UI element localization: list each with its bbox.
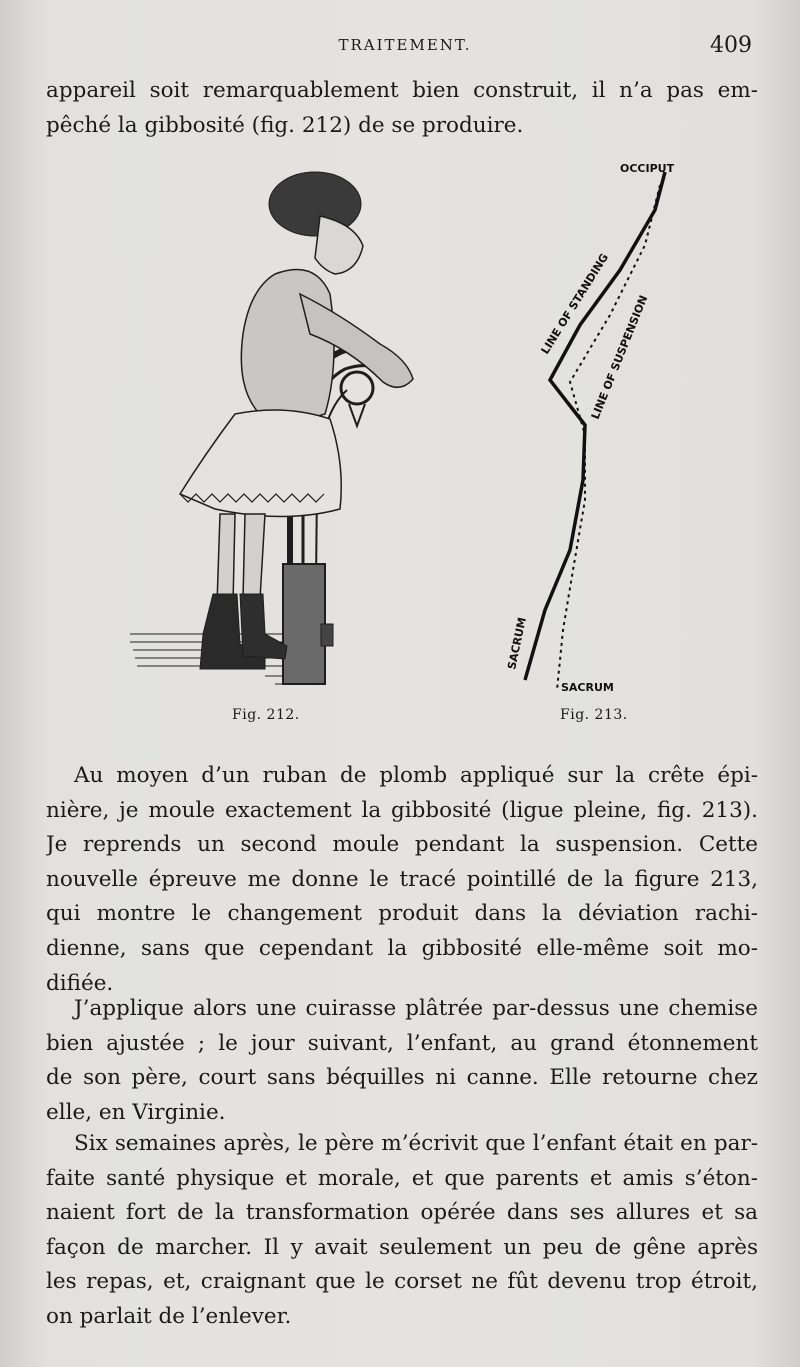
text-line: qui montre le changement produit dans la déviation rachi-	[46, 901, 758, 927]
figure-213-diagram	[495, 150, 695, 700]
figure-212-caption: Fig. 212.	[232, 707, 300, 723]
text-line: difiée.	[46, 970, 114, 996]
text-line: Six semaines après, le père m’écrivit que l’enfant était en par-	[74, 1131, 758, 1156]
text-line: pêché la gibbosité (fig. 212) de se produire.	[46, 112, 524, 138]
text-line: faite santé physique et morale, et que parents et amis s’éton-	[46, 1165, 758, 1191]
sacrum-bottom-label: SACRUM	[561, 681, 614, 694]
text-line: J’applique alors une cuirasse plâtrée par-dessus une chemise	[74, 996, 758, 1021]
text-line: naient fort de la transformation opérée dans ses allures et sa	[46, 1200, 758, 1226]
page-number: 409	[710, 33, 752, 58]
text-line: Je reprends un second moule pendant la suspension. Cette	[46, 832, 758, 858]
sacrum-side-label: SACRUM	[505, 616, 529, 671]
body-paragraph	[46, 1127, 758, 1335]
text-line: Au moyen d’un ruban de plomb appliqué sur la crête épi-	[74, 763, 758, 788]
text-line: les repas, et, craignant que le corset ne fût devenu trop étroit,	[46, 1269, 758, 1295]
text-line: bien ajustée ; le jour suivant, l’enfant, au grand étonnement	[46, 1030, 758, 1056]
figure-212-illustration	[125, 164, 425, 694]
occiput-label: OCCIPUT	[620, 162, 675, 175]
text-line: on parlait de l’enlever.	[46, 1303, 292, 1329]
body-paragraph	[46, 759, 758, 1001]
text-line: elle, en Virginie.	[46, 1099, 226, 1125]
running-header: TRAITEMENT.	[338, 36, 472, 54]
text-line: nouvelle épreuve me donne le tracé pointillé de la figure 213,	[46, 866, 758, 892]
text-line: dienne, sans que cependant la gibbosité elle-même soit mo-	[46, 935, 758, 961]
text-line: façon de marcher. Il y avait seulement un peu de gêne après	[46, 1234, 758, 1260]
text-line: nière, je moule exactement la gibbosité (ligue pleine, fig. 213).	[46, 797, 758, 823]
intro-paragraph	[46, 74, 758, 143]
line-of-suspension-label: LINE OF SUSPENSION	[588, 293, 651, 422]
text-line: appareil soit remarquablement bien construit, il n’a pas em-	[46, 78, 758, 103]
body-paragraph	[46, 992, 758, 1130]
figure-213-caption: Fig. 213.	[560, 707, 628, 723]
line-of-standing-label: LINE OF STANDING	[538, 251, 612, 357]
text-line: de son père, court sans béquilles ni canne. Elle retourne chez	[46, 1065, 758, 1091]
